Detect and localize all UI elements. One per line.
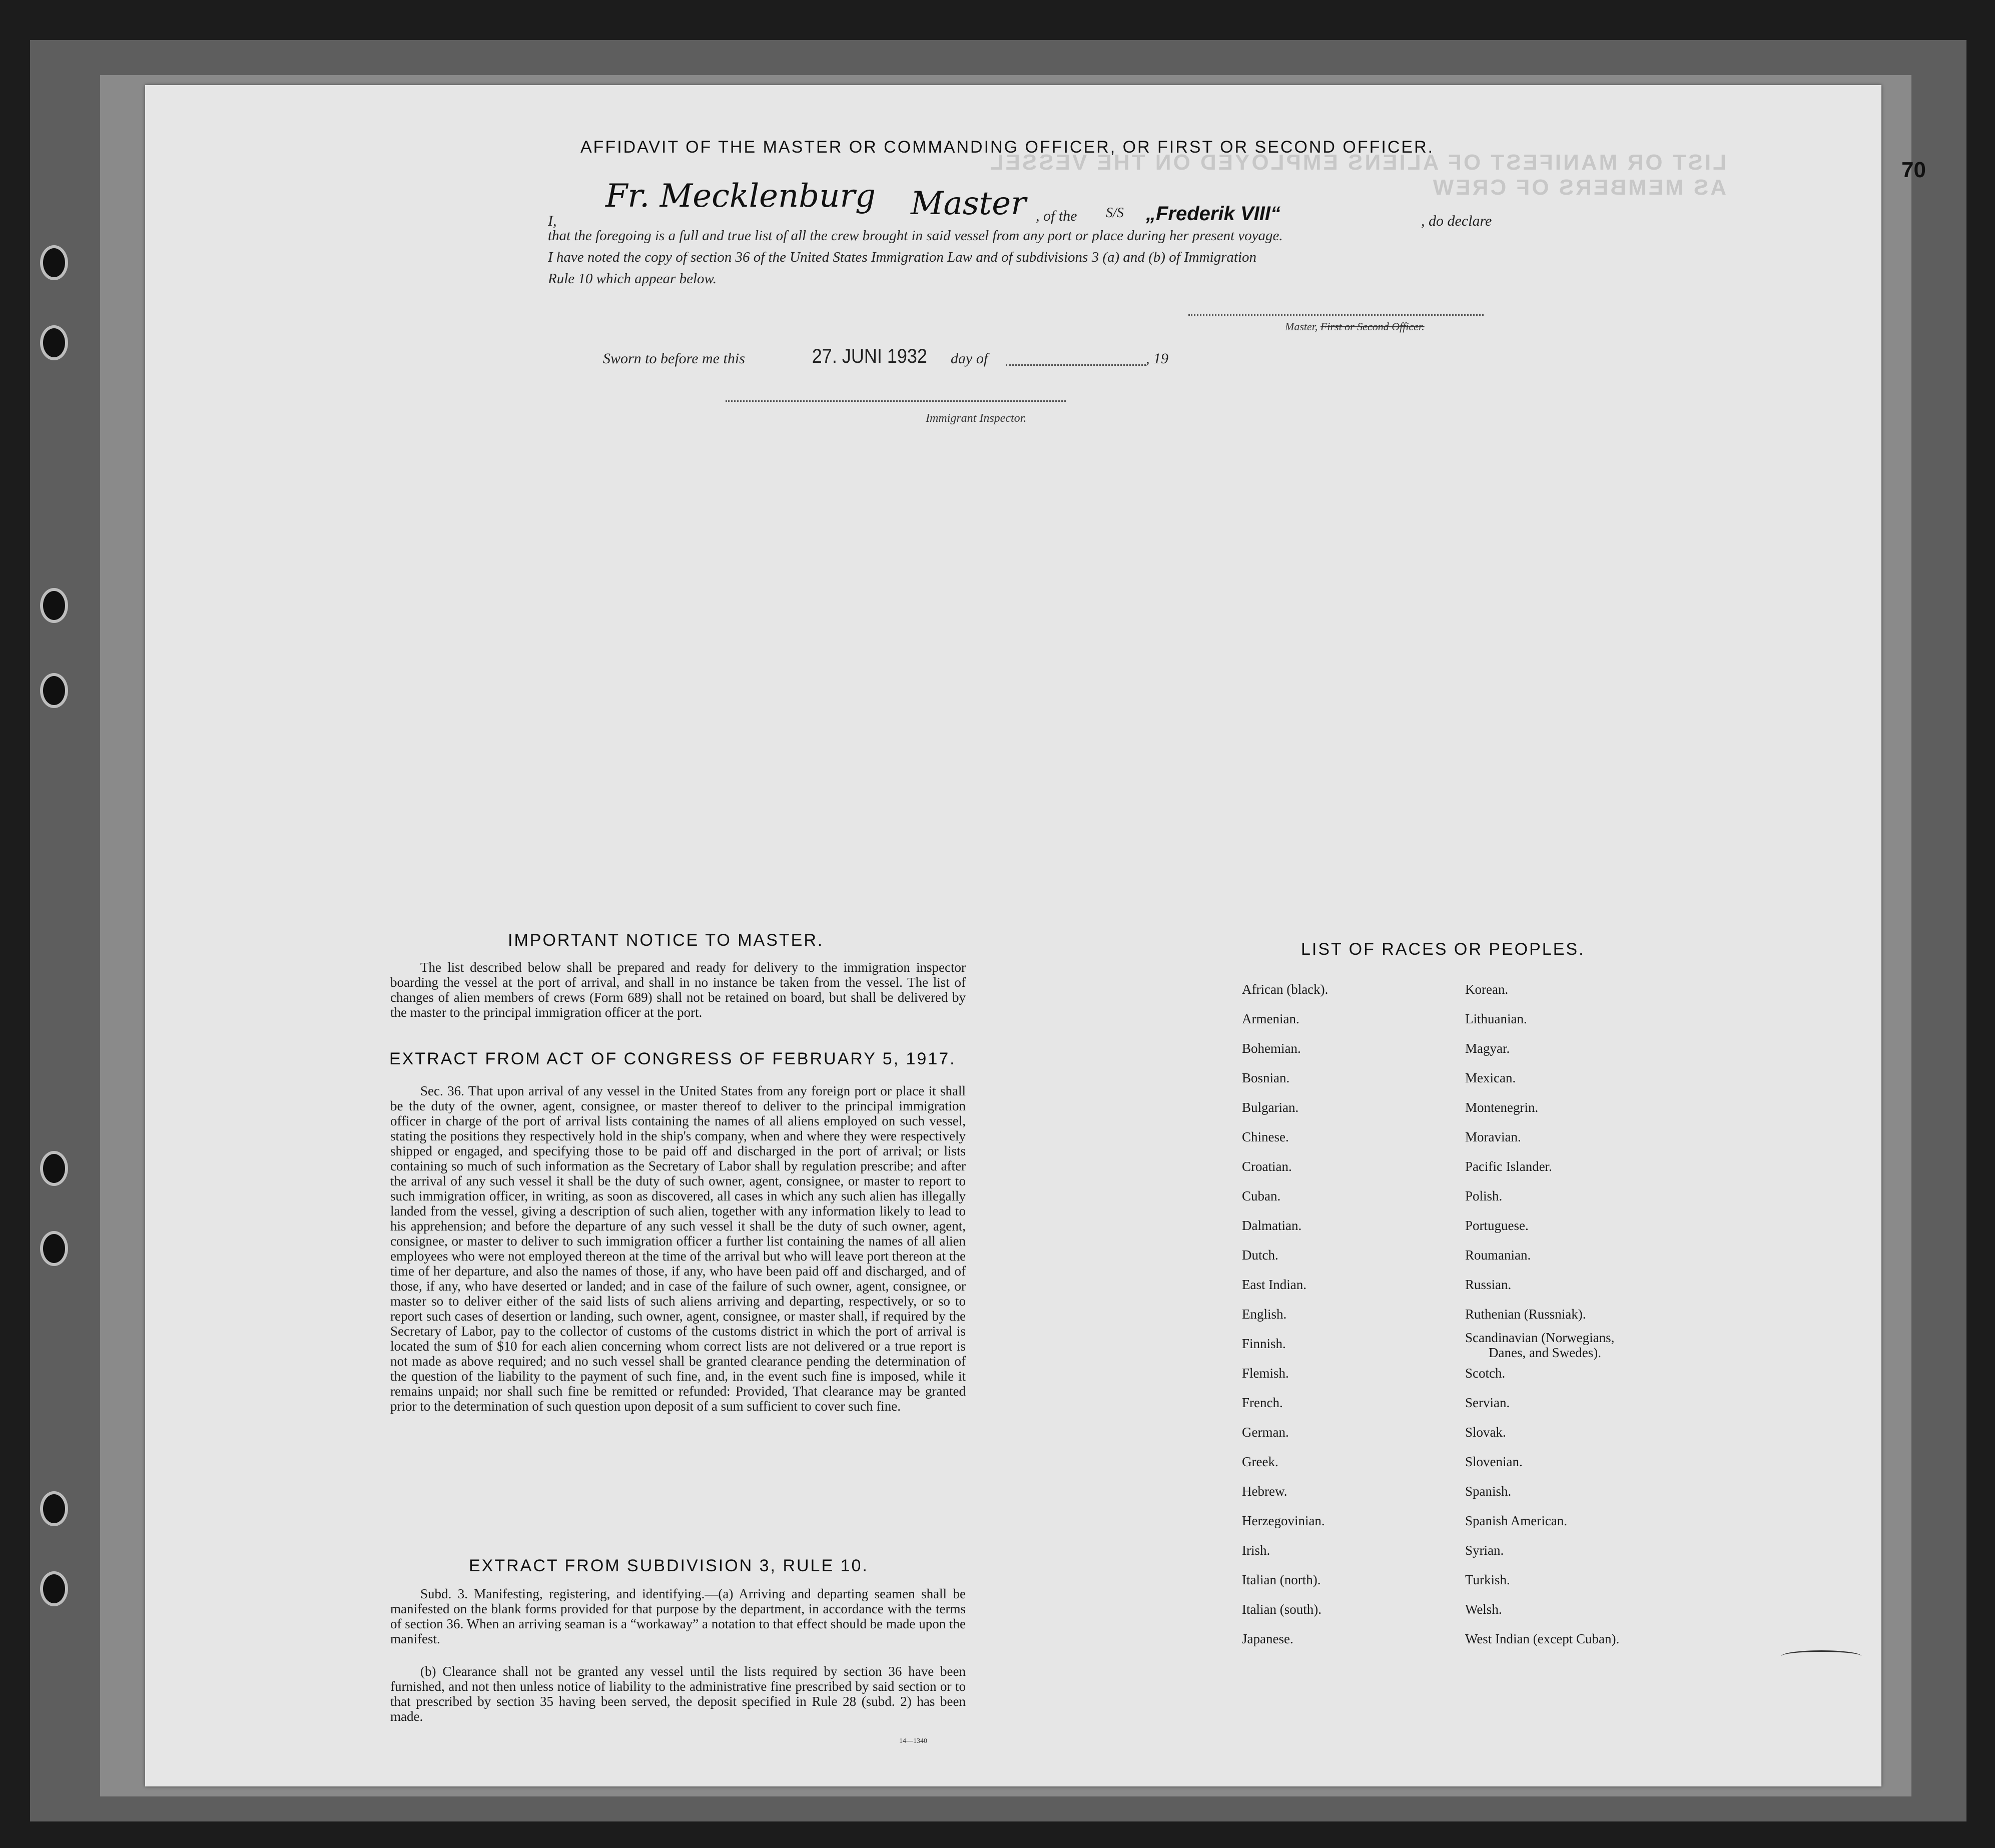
day-of-line xyxy=(1006,364,1146,366)
officer-signature-line xyxy=(1188,314,1484,316)
race-left-item: Flemish. xyxy=(1242,1366,1289,1381)
master-label: Master, xyxy=(1285,320,1320,333)
race-left-item: Armenian. xyxy=(1242,1011,1299,1026)
notice-title: IMPORTANT NOTICE TO MASTER. xyxy=(508,931,824,950)
race-right-item: Slovenian. xyxy=(1465,1454,1523,1469)
race-right-item: Russian. xyxy=(1465,1277,1512,1292)
manifest-page xyxy=(145,85,1881,1786)
race-left-item: Bosnian. xyxy=(1242,1070,1290,1085)
punch-hole xyxy=(40,673,68,708)
race-right-item: Scotch. xyxy=(1465,1366,1506,1381)
year-prefix: , 19 xyxy=(1146,350,1168,367)
race-left-item: English. xyxy=(1242,1307,1287,1322)
race-right-item: Lithuanian. xyxy=(1465,1011,1527,1026)
race-left-item: German. xyxy=(1242,1425,1289,1440)
punch-hole xyxy=(40,325,68,360)
extract-act-text: Sec. 36. That upon arrival of any vessel in the United States from any foreign port or place it shall be the duty of the owner, agent, consignee, or master thereof to deliver to the principal immigration officer in charge of the port of arrival lists containing the names of all aliens employed on such vessel, stating the positions they respectively hold in the ship's company, when and where they were respectively shipped or engaged, and specifying those to be paid off and discharged in the port of arrival; or lists containing so much of such information as the Secretary of Labor shall by regulation prescribe; and after the arrival of any such vessel it shall be the duty of such owner, agent, consignee, or master to report to such immigration officer, in writing, as soon as discovered, all cases in which any such alien has illegally landed from the vessel, giving a description of such alien, together with any information likely to lead to his apprehension; and before the departure of any such vessel it shall be the duty of such owner, agent, consignee, or master to deliver to such immigration officer a further list containing the names of all alien employees who were not employed thereon at the time of the arrival but who will leave port thereon at the time of her departure, and also the names of those, if any, who have been paid off and discharged, and of those, if any, who have deserted or landed; and in case of the failure of such owner, agent, consignee, or master so to deliver either of the said lists of such aliens arriving and departing, respectively, or so to report such cases of desertion or landing, such owner, agent, consignee, or master shall, if required by the Secretary of Labor, pay to the collector of customs of the customs district in which the port of arrival is located the sum of $10 for each alien concerning whom correct lists are not delivered or a true report is not made as above required; and no such vessel shall be granted clearance pending the determination of the question of the liability to the payment of such fine, and, in the event such fine is imposed, while it remains unpaid; nor shall such fine be remitted or refunded: Provided, That clearance may be granted prior to the determination of such question upon deposit of a sum sufficient to cover such fine. xyxy=(390,1083,966,1414)
affidavit-line-3: Rule 10 which appear below. xyxy=(548,271,717,287)
race-right-item: Slovak. xyxy=(1465,1425,1506,1440)
race-right-item: Mexican. xyxy=(1465,1070,1516,1085)
race-left-item: Greek. xyxy=(1242,1454,1278,1469)
page-number: 70 xyxy=(1901,158,1926,182)
punch-hole xyxy=(40,1151,68,1186)
race-right-item: Ruthenian (Russniak). xyxy=(1465,1307,1586,1322)
race-right-item: West Indian (except Cuban). xyxy=(1465,1631,1620,1646)
race-left-item: Cuban. xyxy=(1242,1188,1281,1203)
day-of-label: day of xyxy=(951,350,988,367)
race-right-item: Magyar. xyxy=(1465,1041,1510,1056)
race-left-item: Bohemian. xyxy=(1242,1041,1301,1056)
sworn-label: Sworn to before me this xyxy=(603,350,745,367)
race-left-item: Hebrew. xyxy=(1242,1484,1287,1499)
inspector-signature-line xyxy=(726,400,1066,402)
notice-text: The list described below shall be prepared and ready for delivery to the immigration inspector boarding the vessel at the port of arrival, and shall in no instance be taken from the vessel. The list of changes of alien members of crews (Form 689) shall not be retained on board, but shall be delivered by the master to the principal immigration officer at the port. xyxy=(390,960,966,1020)
race-left-item: Croatian. xyxy=(1242,1159,1292,1174)
race-left-item: East Indian. xyxy=(1242,1277,1306,1292)
race-right-item: Roumanian. xyxy=(1465,1248,1531,1263)
race-left-item: Irish. xyxy=(1242,1543,1270,1558)
ship-prefix: S/S xyxy=(1106,205,1124,221)
signature-name: Fr. Mecklenburg xyxy=(605,178,876,215)
signature-role: Master xyxy=(911,185,1026,222)
punch-hole xyxy=(40,245,68,280)
affidavit-line-2: I have noted the copy of section 36 of the United States Immigration Law and of subdivisions 3 (a) and (b) of Immigration xyxy=(548,249,1257,265)
race-right-item: Turkish. xyxy=(1465,1572,1510,1587)
form-number: 14—1340 xyxy=(899,1737,927,1745)
race-right-item: Montenegrin. xyxy=(1465,1100,1539,1115)
ship-name: „Frederik VIII“ xyxy=(1146,203,1280,225)
officer-label xyxy=(1285,320,1425,333)
sworn-date-stamp: 27. JUNI 1932 xyxy=(812,345,927,367)
bleed-through-header: LIST OR MANIFEST OF ALIENS EMPLOYED ON THE VESSEL AS MEMBERS OF CREW xyxy=(988,150,1726,200)
inspector-label: Immigrant Inspector. xyxy=(926,412,1027,425)
race-left-item: Chinese. xyxy=(1242,1129,1289,1144)
affidavit-line-1: that the foregoing is a full and true list of all the crew brought in said vessel from any port or place during her present voyage. xyxy=(548,228,1283,244)
punch-hole xyxy=(40,588,68,623)
race-right-item: Korean. xyxy=(1465,982,1509,997)
race-left-item: Italian (south). xyxy=(1242,1602,1321,1617)
race-right-item: Spanish. xyxy=(1465,1484,1512,1499)
race-left-item: Japanese. xyxy=(1242,1631,1293,1646)
extract-rule-title: EXTRACT FROM SUBDIVISION 3, RULE 10. xyxy=(469,1556,869,1575)
race-left-item: Dalmatian. xyxy=(1242,1218,1302,1233)
race-left-item: Finnish. xyxy=(1242,1336,1286,1351)
race-right-item: Portuguese. xyxy=(1465,1218,1529,1233)
race-left-item: French. xyxy=(1242,1395,1283,1410)
of-the-label: , of the xyxy=(1036,208,1077,224)
race-right-item: Scandinavian (Norwegians, xyxy=(1465,1330,1615,1345)
race-left-item: Herzegovinian. xyxy=(1242,1513,1325,1528)
affidavit-title: AFFIDAVIT OF THE MASTER OR COMMANDING OFFICER, OR FIRST OR SECOND OFFICER. xyxy=(580,138,1435,157)
race-right-item: Polish. xyxy=(1465,1188,1503,1203)
race-left-item: Dutch. xyxy=(1242,1248,1278,1263)
race-right-item: Moravian. xyxy=(1465,1129,1521,1144)
struck-officer-label: First or Second Officer. xyxy=(1320,320,1425,333)
extract-act-title: EXTRACT FROM ACT OF CONGRESS OF FEBRUARY 5, 1917. xyxy=(389,1049,956,1068)
race-right-item: Syrian. xyxy=(1465,1543,1504,1558)
race-left-item: African (black). xyxy=(1242,982,1328,997)
extract-rule-text-b: (b) Clearance shall not be granted any vessel until the lists required by section 36 have been furnished, and not then unless notice of liability to the administrative fine prescribed by said section or to that prescribed by section 35 having been served, the deposit specified in Rule 28 (subd. 2) has been made. xyxy=(390,1664,966,1724)
race-right-item: Pacific Islander. xyxy=(1465,1159,1552,1174)
race-right-item: Servian. xyxy=(1465,1395,1510,1410)
extract-rule-text-a: Subd. 3. Manifesting, registering, and identifying.—(a) Arriving and departing seamen shall be manifested on the blank forms provided for that purpose by the department, in accordance with the terms of section 36. When an arriving seaman is a “workaway” a notation to that effect should be made upon the manifest. xyxy=(390,1586,966,1646)
race-left-item: Bulgarian. xyxy=(1242,1100,1299,1115)
punch-hole xyxy=(40,1491,68,1526)
race-right-item: Spanish American. xyxy=(1465,1513,1567,1528)
pen-mark xyxy=(1781,1650,1861,1662)
punch-hole xyxy=(40,1571,68,1606)
races-title: LIST OF RACES OR PEOPLES. xyxy=(1301,940,1585,959)
race-right-item: Welsh. xyxy=(1465,1602,1502,1617)
affidavit-i-label: I, xyxy=(548,213,557,229)
do-declare-label: , do declare xyxy=(1421,213,1492,229)
punch-hole xyxy=(40,1231,68,1266)
race-right-item-continued: Danes, and Swedes). xyxy=(1489,1345,1601,1360)
race-left-item: Italian (north). xyxy=(1242,1572,1321,1587)
